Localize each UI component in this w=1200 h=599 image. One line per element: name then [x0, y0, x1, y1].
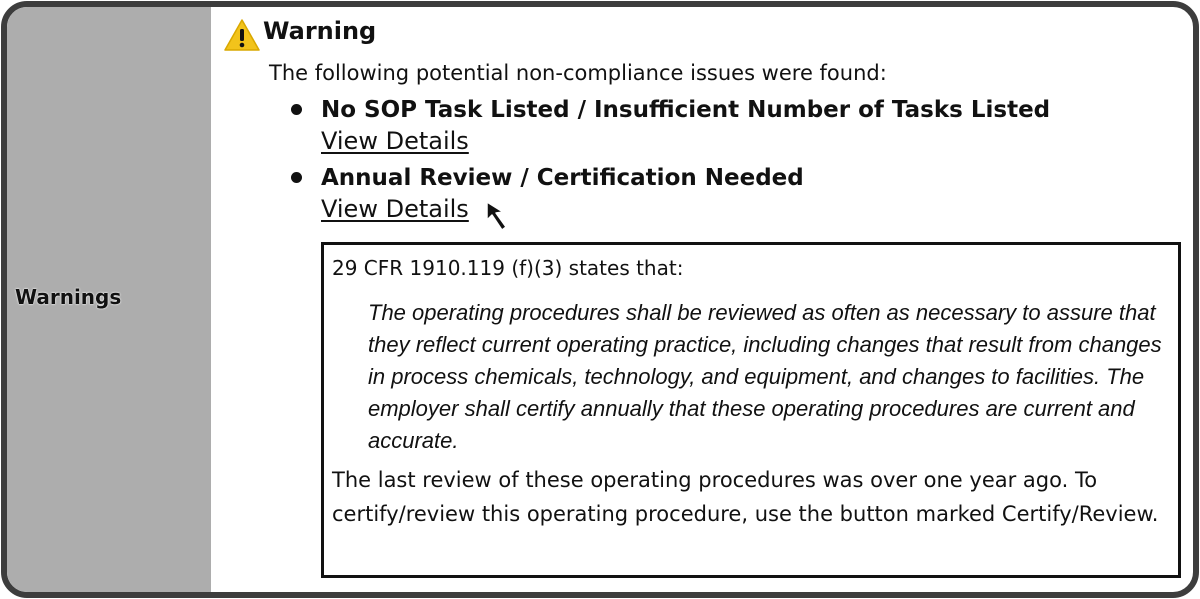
- sidebar: [7, 7, 211, 592]
- issue-item: [211, 163, 1050, 225]
- warning-header: [223, 17, 376, 53]
- issue-title: No SOP Task Listed / Insufficient Number of Tasks Listed: [321, 97, 1051, 123]
- mouse-pointer-icon: [485, 200, 515, 240]
- review-note: The last review of these operating procedures was over one year ago. To certify/review this operating procedure, use the button marked Certify/Review.: [332, 468, 1159, 526]
- view-details-link[interactable]: View Details: [321, 195, 469, 223]
- issue-item: [211, 95, 1050, 157]
- warning-content: [211, 7, 1193, 592]
- details-box: [321, 242, 1181, 578]
- warning-intro: The following potential non-compliance issues were found:: [269, 61, 887, 85]
- warning-title: Warning: [263, 17, 377, 45]
- issue-list: [211, 95, 1050, 231]
- warning-triangle-icon: [223, 17, 261, 53]
- bullet-icon: [291, 104, 302, 115]
- regulation-quote: The operating procedures shall be reviewed as often as necessary to assure that they reflect current operating practice, including changes that result from changes in process chemicals, technology, and equipment, and changes to facilities. The employer shall certify annually that these operating procedures are current and accurate.: [368, 300, 1162, 453]
- regulation-citation: 29 CFR 1910.119 (f)(3) states that:: [332, 256, 684, 280]
- view-details-link[interactable]: View Details: [321, 127, 469, 155]
- bullet-icon: [291, 172, 302, 183]
- issue-title: Annual Review / Certification Needed: [321, 165, 804, 191]
- warnings-panel: [1, 1, 1199, 598]
- sidebar-label: Warnings: [15, 284, 122, 309]
